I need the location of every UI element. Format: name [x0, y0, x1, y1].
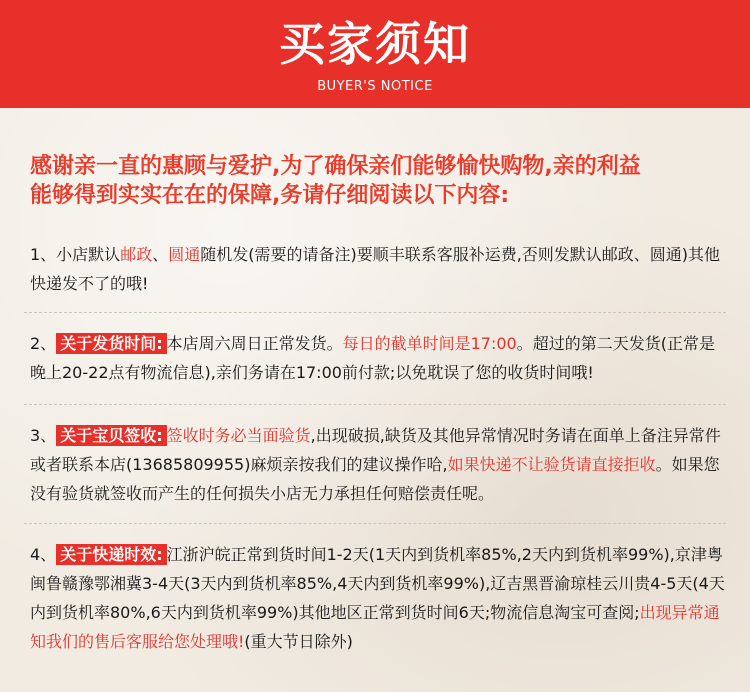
item3-inspect-warning: 签收时务必当面验货 — [166, 426, 311, 445]
page-subtitle: BUYER'S NOTICE — [317, 79, 433, 94]
item2-tag: 关于发货时间: — [56, 333, 166, 354]
item1-courier-ems: 邮政 — [120, 245, 153, 264]
item3-text-1: ,出现破损,缺货及其他异常情况时务请在面单上备注异常件或者联系本店(13685809955)麻烦亲按我们的建议操作哈, — [30, 426, 721, 474]
item3-tag: 关于宝贝签收: — [56, 425, 166, 446]
header-banner — [0, 0, 750, 108]
item2-prefix: 2、 — [30, 334, 57, 353]
item2-cutoff-time: 每日的截单时间是17:00 — [342, 334, 517, 353]
page-title: 买家须知 — [279, 17, 471, 71]
item1-prefix: 1、小店默认 — [30, 245, 121, 264]
item1-text: 随机发(需要的请备注)要顺丰联系客服补运费,否则发默认邮政、圆通)其他快递发不了的哦! — [30, 245, 721, 293]
intro-text — [30, 152, 730, 210]
intro-line-2: 能够得到实实在在的保障,务请仔细阅读以下内容: — [30, 183, 510, 208]
notice-item-2 — [30, 329, 730, 387]
item3-reject-warning: 如果快递不让验货请直接拒收 — [447, 455, 656, 474]
notice-item-1 — [30, 240, 730, 298]
item2-text-2: 。超过的第二天发货(正常是晚上20-22点有物流信息),亲们务请在17:00前付款;以免耽误了您的收货时间哦! — [30, 334, 715, 382]
divider — [24, 312, 726, 313]
item1-courier-yto: 圆通 — [168, 245, 201, 264]
item3-text-2: 。如果您没有验货就签收而产生的任何损失小店无力承担任何赔偿责任呢。 — [30, 455, 720, 503]
item2-text-1: 本店周六周日正常发货。 — [166, 334, 343, 353]
divider — [24, 404, 726, 405]
item4-text-1: 江浙沪皖正常到货时间1-2天(1天内到货机率85%,2天内到货机率99%),京津粤闽鲁赣豫鄂湘冀3-4天(3天内到货机率85%,4天内到货机率99%),辽吉黑晋渝琼桂云川贵4-5天(4天内到货机率80%,6天内到货机率99%)其他地区正常到货时间6天;物流信息淘宝可查阅; — [30, 545, 725, 622]
item4-service-note: 出现异常通知我们的售后客服给您处理哦! — [30, 603, 720, 651]
item1-separator: 、 — [152, 245, 169, 264]
item4-prefix: 4、 — [30, 545, 57, 564]
notice-item-3 — [30, 421, 730, 508]
item4-tag: 关于快递时效: — [56, 544, 166, 565]
intro-line-1: 感谢亲一直的惠顾与爱护,为了确保亲们能够愉快购物,亲的利益 — [30, 154, 641, 179]
divider — [24, 523, 726, 524]
item4-text-2: (重大节日除外) — [244, 632, 353, 651]
item3-prefix: 3、 — [30, 426, 57, 445]
notice-item-4 — [30, 540, 730, 656]
